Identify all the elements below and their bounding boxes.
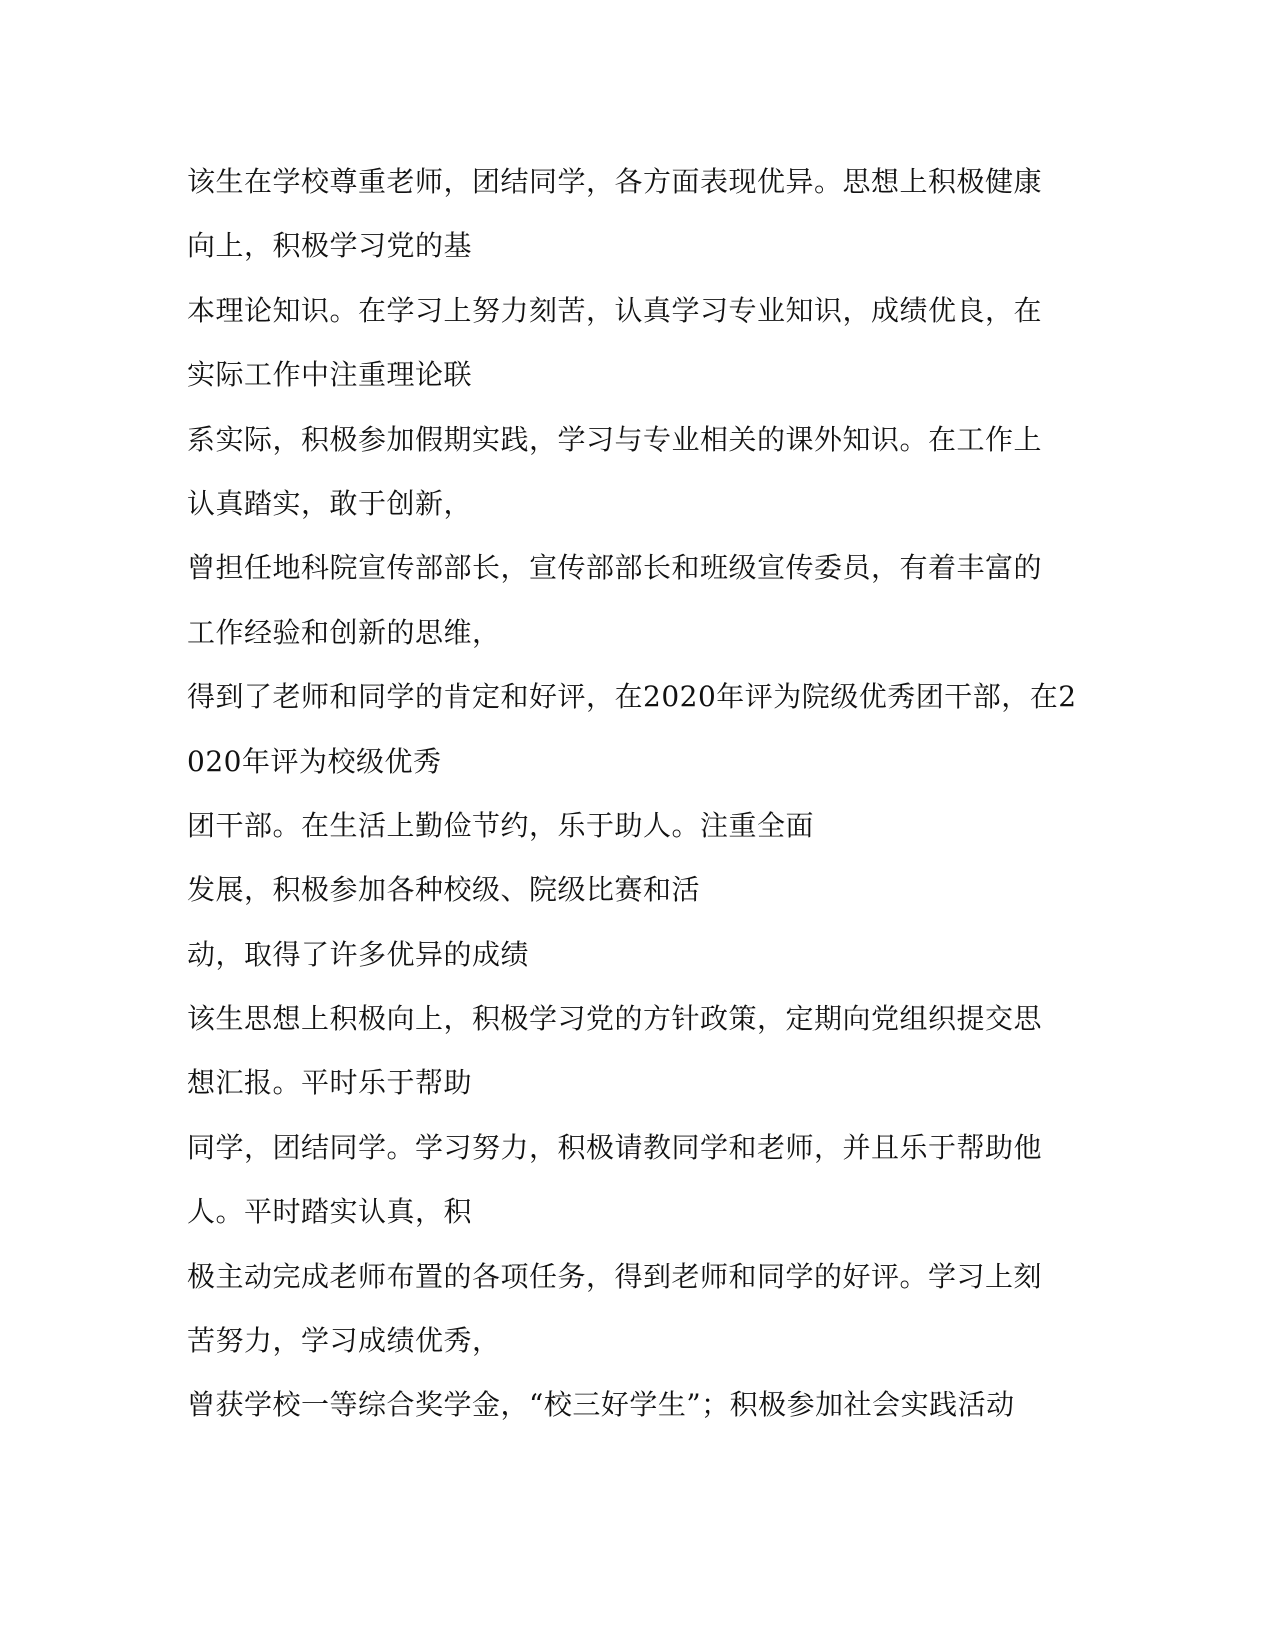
text-line-14: 该生思想上积极向上，积极学习党的方针政策，定期向党组织提交思: [187, 1002, 1043, 1036]
text-line-4: 实际工作中注重理论联: [187, 358, 473, 392]
text-line-7: 曾担任地科院宣传部部长，宣传部部长和班级宣传委员，有着丰富的: [187, 551, 1043, 585]
text-line-20: 曾获学校一等综合奖学金，“校三好学生”；积极参加社会实践活动: [187, 1388, 1015, 1422]
text-line-6: 认真踏实，敢于创新，: [187, 486, 473, 520]
text-line-11: 团干部。在生活上勤俭节约，乐于助人。注重全面: [187, 808, 815, 842]
text-line-3: 本理论知识。在学习上努力刻苦，认真学习专业知识，成绩优良，在: [187, 293, 1043, 327]
text-line-17: 人。平时踏实认真，积: [187, 1195, 473, 1229]
text-line-9: 得到了老师和同学的肯定和好评，在2020年评为院级优秀团干部，在2: [187, 680, 1077, 714]
text-line-2: 向上，积极学习党的基: [187, 229, 473, 263]
text-line-10: 020年评为校级优秀: [187, 744, 442, 778]
text-line-18: 极主动完成老师布置的各项任务，得到老师和同学的好评。学习上刻: [187, 1259, 1043, 1293]
text-line-13: 动，取得了许多优异的成绩: [187, 937, 530, 971]
text-line-8: 工作经验和创新的思维，: [187, 615, 501, 649]
text-line-1: 该生在学校尊重老师，团结同学，各方面表现优异。思想上积极健康: [187, 165, 1043, 198]
text-line-16: 同学，团结同学。学习努力，积极请教同学和老师，并且乐于帮助他: [187, 1130, 1043, 1164]
text-line-19: 苦努力，学习成绩优秀，: [187, 1324, 501, 1358]
body-text: [187, 150, 1087, 1438]
text-line-5: 系实际，积极参加假期实践，学习与专业相关的课外知识。在工作上: [187, 422, 1043, 456]
text-line-15: 想汇报。平时乐于帮助: [187, 1066, 473, 1100]
text-line-12: 发展，积极参加各种校级、院级比赛和活: [187, 873, 701, 907]
